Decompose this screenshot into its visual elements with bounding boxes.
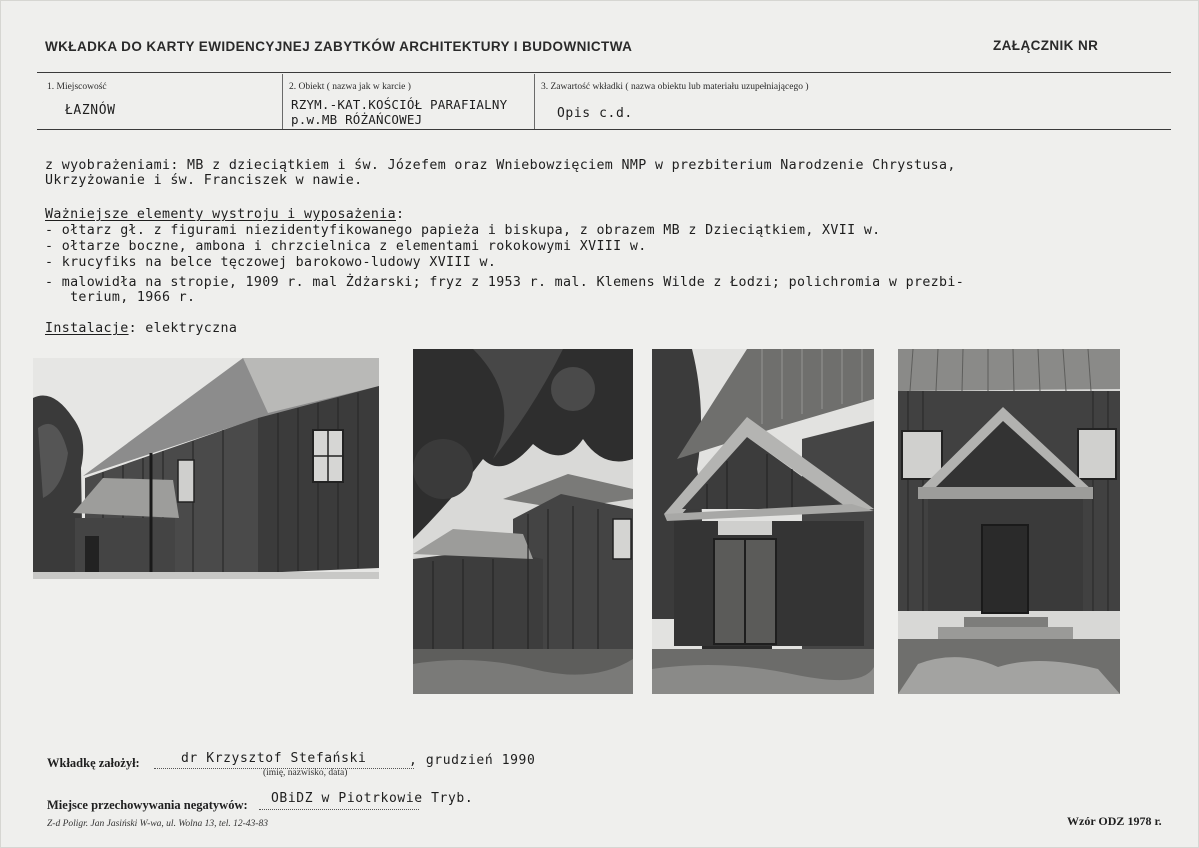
- photo-church-among-trees: [413, 349, 633, 694]
- attachment-number-label: ZAŁĄCZNIK NR: [993, 38, 1099, 53]
- form-template-id: Wzór ODZ 1978 r.: [1067, 814, 1162, 828]
- photo-church-front-porch: [898, 349, 1120, 694]
- field-separator-2: [534, 74, 535, 129]
- negatives-storage-dotted-line: [259, 809, 419, 810]
- installations-value: : elektryczna: [128, 321, 238, 336]
- card-title: WKŁADKA DO KARTY EWIDENCYJNEJ ZABYTKÓW ARCHITEKTURY I BUDOWNICTWA: [45, 39, 633, 54]
- elements-heading-text: Ważniejsze elementy wystroju i wyposażenia: [45, 207, 396, 222]
- negatives-storage-label: Miejsce przechowywania negatywów:: [47, 798, 248, 812]
- description-line-2: Ukrzyżowanie i św. Franciszek w nawie.: [45, 173, 363, 188]
- elements-heading: [45, 207, 404, 222]
- negatives-storage-value: OBiDZ w Piotrkowie Tryb.: [271, 791, 474, 806]
- object-label: 2. Obiekt ( nazwa jak w karcie ): [289, 82, 411, 92]
- place-label: 1. Miejscowość: [47, 82, 107, 92]
- created-by-label: Wkładkę założył:: [47, 756, 140, 770]
- element-item: - malowidła na stropie, 1909 r. mal Żdżarski; fryz z 1953 r. mal. Klemens Wilde z Łodzi; polichromia w prezbi-: [45, 275, 965, 290]
- contents-value: Opis c.d.: [557, 106, 633, 121]
- object-value-line2: p.w.MB RÓŻAŃCOWEJ: [291, 112, 423, 127]
- elements-heading-colon: :: [395, 207, 405, 222]
- contents-label: 3. Zawartość wkładki ( nazwa obiektu lub materiału uzupełniającego ): [541, 82, 809, 92]
- printer-imprint: Z-d Poligr. Jan Jasiński W-wa, ul. Wolna 13, tel. 12-43-83: [47, 819, 268, 829]
- element-item: - ołtarze boczne, ambona i chrzcielnica z elementami rokokowymi XVIII w.: [45, 239, 647, 254]
- object-value-line1: RZYM.-KAT.KOŚCIÓŁ PARAFIALNY: [291, 97, 508, 112]
- header-top-rule: [37, 72, 1171, 73]
- element-item: - krucyfiks na belce tęczowej barokowo-ludowy XVIII w.: [45, 255, 497, 270]
- photo-church-entrance-porch: [652, 349, 874, 694]
- created-by-value: dr Krzysztof Stefański: [181, 751, 367, 766]
- created-by-hint: (imię, nazwisko, data): [263, 768, 348, 778]
- element-item: terium, 1966 r.: [45, 290, 196, 305]
- photo-church-side-view: [33, 358, 379, 579]
- field-separator-1: [282, 74, 283, 129]
- installations-heading: Instalacje: [45, 321, 129, 336]
- created-date-value: , grudzień 1990: [409, 753, 536, 768]
- installations-line: [45, 321, 237, 336]
- place-value: ŁAZNÓW: [65, 103, 116, 118]
- header-bottom-rule: [37, 129, 1171, 130]
- description-line-1: z wyobrażeniami: MB z dzieciątkiem i św. Józefem oraz Wniebowzięciem NMP w prezbiterium Narodzenie Chrystusa,: [45, 158, 956, 173]
- element-item: - ołtarz gł. z figurami niezidentyfikowanego papieża i biskupa, z obrazem MB z Dzieciątkiem, XVII w.: [45, 223, 881, 238]
